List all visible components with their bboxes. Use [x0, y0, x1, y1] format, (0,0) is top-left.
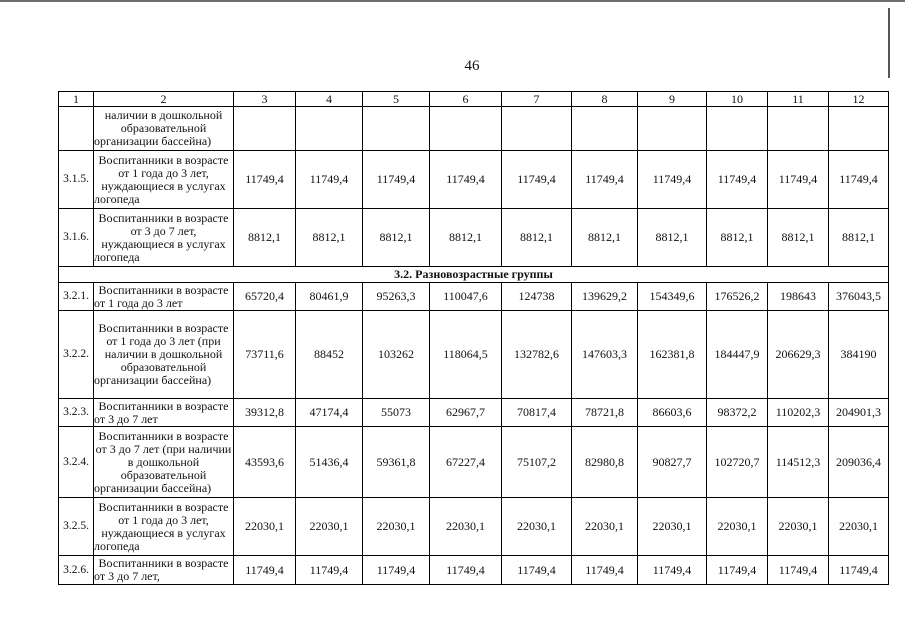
value-cell: 98372,2 [707, 399, 768, 427]
value-cell: 11749,4 [363, 151, 430, 209]
header-cell: 7 [502, 92, 572, 107]
value-cell: 11749,4 [638, 556, 707, 585]
table-row [59, 498, 889, 556]
value-cell [234, 107, 296, 151]
value-cell: 11749,4 [829, 556, 889, 585]
value-cell: 80461,9 [296, 283, 363, 311]
value-cell: 162381,8 [638, 311, 707, 399]
value-cell: 47174,4 [296, 399, 363, 427]
row-code: 3.1.6. [59, 209, 94, 267]
value-cell [638, 107, 707, 151]
header-cell: 12 [829, 92, 889, 107]
value-cell: 11749,4 [234, 556, 296, 585]
table-row [59, 283, 889, 311]
row-description: Воспитанники в возрасте от 1 года до 3 лет (при наличии в дошкольной образовательной организации бассейна) [94, 311, 234, 399]
value-cell: 206629,3 [768, 311, 829, 399]
value-cell: 114512,3 [768, 427, 829, 498]
header-cell: 3 [234, 92, 296, 107]
section-row [59, 267, 889, 283]
value-cell: 11749,4 [829, 151, 889, 209]
value-cell: 8812,1 [572, 209, 638, 267]
row-description: наличии в дошкольной образовательной организации бассейна) [94, 107, 234, 151]
row-code: 3.2.3. [59, 399, 94, 427]
value-cell [707, 107, 768, 151]
value-cell: 124738 [502, 283, 572, 311]
header-cell: 10 [707, 92, 768, 107]
value-cell: 11749,4 [768, 556, 829, 585]
row-description: Воспитанники в возрасте от 3 до 7 лет, нуждающиеся в услугах логопеда [94, 209, 234, 267]
header-cell: 4 [296, 92, 363, 107]
value-cell: 67227,4 [430, 427, 502, 498]
value-cell: 22030,1 [502, 498, 572, 556]
value-cell: 88452 [296, 311, 363, 399]
value-cell: 11749,4 [768, 151, 829, 209]
value-cell: 11749,4 [638, 151, 707, 209]
value-cell: 8812,1 [502, 209, 572, 267]
header-cell: 1 [59, 92, 94, 107]
header-row [59, 92, 889, 107]
value-cell: 11749,4 [502, 556, 572, 585]
header-cell: 11 [768, 92, 829, 107]
header-cell: 8 [572, 92, 638, 107]
value-cell: 198643 [768, 283, 829, 311]
value-cell: 55073 [363, 399, 430, 427]
value-cell [829, 107, 889, 151]
row-code: 3.1.5. [59, 151, 94, 209]
value-cell: 8812,1 [430, 209, 502, 267]
top-border-line [0, 0, 905, 2]
value-cell: 176526,2 [707, 283, 768, 311]
value-cell: 95263,3 [363, 283, 430, 311]
value-cell: 11749,4 [363, 556, 430, 585]
row-code: 3.2.2. [59, 311, 94, 399]
table-row [59, 311, 889, 399]
table-row [59, 399, 889, 427]
value-cell: 11749,4 [430, 151, 502, 209]
value-cell: 11749,4 [234, 151, 296, 209]
value-cell [502, 107, 572, 151]
value-cell: 110202,3 [768, 399, 829, 427]
value-cell: 8812,1 [768, 209, 829, 267]
table-row [59, 427, 889, 498]
row-code: 3.2.4. [59, 427, 94, 498]
value-cell: 62967,7 [430, 399, 502, 427]
value-cell: 11749,4 [502, 151, 572, 209]
value-cell: 90827,7 [638, 427, 707, 498]
tariff-table [58, 91, 889, 585]
value-cell: 11749,4 [707, 556, 768, 585]
value-cell: 43593,6 [234, 427, 296, 498]
value-cell: 8812,1 [707, 209, 768, 267]
row-description: Воспитанники в возрасте от 1 года до 3 лет, нуждающиеся в услугах логопеда [94, 498, 234, 556]
value-cell: 59361,8 [363, 427, 430, 498]
value-cell: 11749,4 [572, 151, 638, 209]
value-cell: 139629,2 [572, 283, 638, 311]
value-cell: 65720,4 [234, 283, 296, 311]
value-cell [572, 107, 638, 151]
value-cell: 8812,1 [829, 209, 889, 267]
value-cell: 51436,4 [296, 427, 363, 498]
value-cell: 209036,4 [829, 427, 889, 498]
value-cell: 103262 [363, 311, 430, 399]
value-cell: 154349,6 [638, 283, 707, 311]
value-cell [430, 107, 502, 151]
value-cell: 86603,6 [638, 399, 707, 427]
table-row [59, 556, 889, 585]
value-cell: 22030,1 [234, 498, 296, 556]
value-cell: 8812,1 [638, 209, 707, 267]
value-cell: 110047,6 [430, 283, 502, 311]
value-cell: 8812,1 [296, 209, 363, 267]
table-row [59, 107, 889, 151]
value-cell: 22030,1 [296, 498, 363, 556]
value-cell: 82980,8 [572, 427, 638, 498]
value-cell: 11749,4 [430, 556, 502, 585]
row-description: Воспитанники в возрасте от 3 до 7 лет, [94, 556, 234, 585]
value-cell: 11749,4 [296, 556, 363, 585]
row-description: Воспитанники в возрасте от 1 года до 3 лет, нуждающиеся в услугах логопеда [94, 151, 234, 209]
section-title: 3.2. Разновозрастные группы [59, 267, 889, 283]
value-cell: 376043,5 [829, 283, 889, 311]
value-cell: 132782,6 [502, 311, 572, 399]
row-code: 3.2.6. [59, 556, 94, 585]
right-margin-line [888, 8, 890, 78]
header-cell: 6 [430, 92, 502, 107]
value-cell: 22030,1 [572, 498, 638, 556]
value-cell: 204901,3 [829, 399, 889, 427]
value-cell [296, 107, 363, 151]
value-cell [363, 107, 430, 151]
value-cell: 70817,4 [502, 399, 572, 427]
table-row [59, 209, 889, 267]
value-cell: 22030,1 [768, 498, 829, 556]
value-cell: 78721,8 [572, 399, 638, 427]
table-row [59, 151, 889, 209]
value-cell: 8812,1 [234, 209, 296, 267]
value-cell: 22030,1 [430, 498, 502, 556]
header-cell: 2 [94, 92, 234, 107]
value-cell: 22030,1 [638, 498, 707, 556]
value-cell: 73711,6 [234, 311, 296, 399]
row-description: Воспитанники в возрасте от 1 года до 3 лет [94, 283, 234, 311]
value-cell: 8812,1 [363, 209, 430, 267]
value-cell [768, 107, 829, 151]
row-code: 3.2.5. [59, 498, 94, 556]
value-cell: 11749,4 [572, 556, 638, 585]
value-cell: 184447,9 [707, 311, 768, 399]
value-cell: 39312,8 [234, 399, 296, 427]
row-description: Воспитанники в возрасте от 3 до 7 лет (при наличии в дошкольной образовательной организации бассейна) [94, 427, 234, 498]
row-code: 3.2.1. [59, 283, 94, 311]
value-cell: 118064,5 [430, 311, 502, 399]
value-cell: 22030,1 [707, 498, 768, 556]
value-cell: 22030,1 [829, 498, 889, 556]
value-cell: 11749,4 [296, 151, 363, 209]
value-cell: 384190 [829, 311, 889, 399]
value-cell: 147603,3 [572, 311, 638, 399]
value-cell: 75107,2 [502, 427, 572, 498]
header-cell: 5 [363, 92, 430, 107]
row-description: Воспитанники в возрасте от 3 до 7 лет [94, 399, 234, 427]
value-cell: 11749,4 [707, 151, 768, 209]
value-cell: 22030,1 [363, 498, 430, 556]
page-number: 46 [464, 58, 480, 74]
header-cell: 9 [638, 92, 707, 107]
value-cell: 102720,7 [707, 427, 768, 498]
row-code [59, 107, 94, 151]
